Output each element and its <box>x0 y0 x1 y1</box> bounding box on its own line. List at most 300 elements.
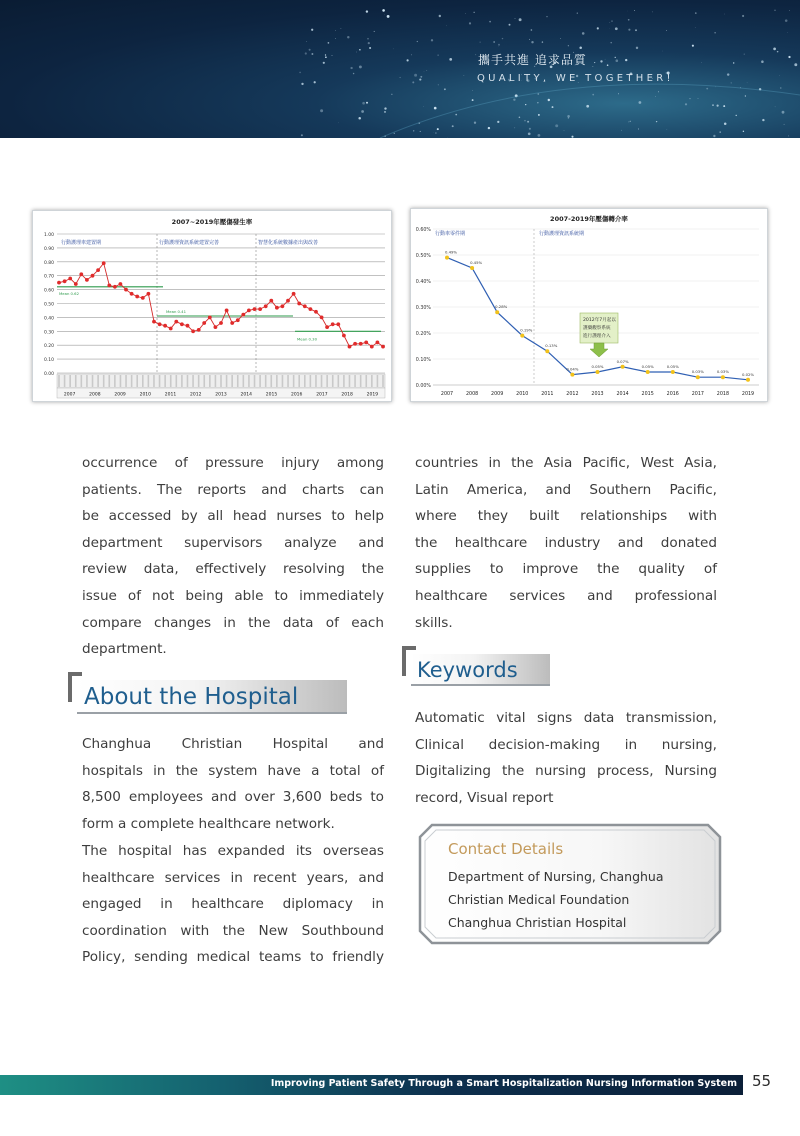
chart2-data-point <box>445 256 449 260</box>
chart1-phase-label: 行動護理車建置期 <box>61 240 102 246</box>
chart1-data-point <box>135 295 139 299</box>
chart1-data-point <box>130 292 134 296</box>
star-dot <box>723 105 725 107</box>
star-dot <box>593 66 594 67</box>
star-dot <box>368 42 370 44</box>
chart1-data-point <box>281 304 285 308</box>
star-dot <box>332 55 333 56</box>
star-dot <box>472 99 474 101</box>
chart1-title: 2007~2019年壓傷發生率 <box>171 218 253 226</box>
star-dot <box>695 12 697 14</box>
chart1-data-point <box>236 318 240 322</box>
chart2-ytick: 0.10% <box>415 358 431 363</box>
star-dot <box>610 42 612 44</box>
chart2-data-label: 0.02% <box>741 371 755 377</box>
chart2-xtick: 2012 <box>566 392 579 397</box>
chart1-data-point <box>113 285 117 289</box>
star-dot <box>359 65 362 68</box>
chart1-data-point <box>314 310 318 314</box>
light-streak <box>380 84 800 138</box>
star-dot <box>420 76 422 78</box>
chart2-annotation-text: 護藥觀察系統 <box>583 326 611 331</box>
star-dot <box>745 95 746 96</box>
chart1-xtick: 2019 <box>366 392 379 398</box>
chart1-xtick: 2016 <box>290 392 303 398</box>
chart2-data-point <box>545 349 549 353</box>
text-line: form a complete healthcare network. <box>82 815 335 832</box>
star-dot <box>320 109 323 112</box>
chart1-xtick: 2007 <box>63 392 76 398</box>
text-line: be accessed by all head nurses to help <box>82 508 384 525</box>
chart2-data-point <box>621 365 625 369</box>
chart1-mean-label: Mean 0.41 <box>166 309 187 315</box>
text-line: 8,500 employees and over 3,600 beds to <box>82 789 384 806</box>
star-dot <box>762 119 764 121</box>
star-dot <box>567 115 570 118</box>
star-dot <box>420 131 421 132</box>
star-dot <box>538 134 541 137</box>
chart1-data-point <box>253 307 257 311</box>
chart1-ytick: 0.60 <box>43 288 54 294</box>
star-dot <box>736 115 737 116</box>
star-dot <box>779 76 780 77</box>
chart1-data-point <box>91 274 95 278</box>
star-dot <box>787 32 788 33</box>
star-dot <box>577 12 578 13</box>
chart2-data-label: 0.28% <box>495 304 508 310</box>
star-dot <box>347 36 349 38</box>
chart2-title: 2007-2019年壓傷轉介率 <box>550 215 628 223</box>
chart1-xtick: 2011 <box>164 392 177 398</box>
chart1-data-point <box>348 345 352 349</box>
star-dot <box>571 136 573 138</box>
chart1-ytick: 0.20 <box>43 344 54 350</box>
chart1-data-point <box>320 316 324 320</box>
chart1-data-point <box>141 296 145 300</box>
star-dot <box>658 91 659 92</box>
text-line: occurrence of pressure injury among <box>82 455 384 471</box>
star-dot <box>586 105 589 108</box>
star-dot <box>615 57 616 58</box>
chart2-xtick: 2016 <box>666 392 679 397</box>
text-line: record, Visual report <box>415 789 554 806</box>
star-dot <box>384 107 386 109</box>
star-dot <box>537 102 538 103</box>
chart1-phase-label: 行動護理資訊系統建置完善 <box>159 240 220 246</box>
star-dot <box>476 55 477 56</box>
header-banner <box>0 0 800 138</box>
chart1-data-point <box>147 292 151 296</box>
chart2-annotation-text: 進行護理介入 <box>583 334 611 339</box>
chart2-ytick: 0.00% <box>415 384 431 389</box>
star-dot <box>366 102 368 104</box>
right-paragraph-1 <box>415 450 717 636</box>
text-line: where they built relationships with <box>415 508 717 525</box>
star-dot <box>538 114 540 116</box>
text-line: review data, effectively resolving the <box>82 561 384 578</box>
chart2-ytick: 0.60% <box>415 228 431 233</box>
text-line: skills. <box>415 614 453 631</box>
text-line: coordination with the New Southbound <box>82 922 384 939</box>
heading-accent-bar <box>68 672 72 702</box>
chart2-xtick: 2015 <box>641 392 654 397</box>
chart1-data-point <box>225 309 229 313</box>
text-line: department. <box>82 641 167 658</box>
star-dot <box>323 62 325 64</box>
star-dot <box>407 59 409 61</box>
star-dot <box>509 24 511 26</box>
keywords-heading-box <box>402 646 552 690</box>
chart2-annotation-text: 2012年7月起以 <box>583 318 616 323</box>
star-dot <box>325 56 327 58</box>
chart1-data-point <box>74 282 78 286</box>
star-dot <box>742 15 744 17</box>
star-dot <box>439 15 441 17</box>
chart1-data-point <box>359 342 363 346</box>
star-dot <box>513 99 515 101</box>
chart2-xtick: 2018 <box>716 392 730 397</box>
star-dot <box>472 90 473 91</box>
star-dot <box>630 121 631 122</box>
star-dot <box>782 111 785 114</box>
star-dot <box>605 59 606 60</box>
chart1-data-point <box>163 324 167 328</box>
star-dot <box>424 72 425 73</box>
star-dot <box>426 70 427 71</box>
chart2-xtick: 2008 <box>465 392 479 397</box>
star-dot <box>384 14 385 15</box>
star-dot <box>638 129 639 130</box>
keywords-text <box>415 705 717 811</box>
star-dot <box>743 131 744 132</box>
star-dot <box>514 127 515 128</box>
star-dot <box>519 18 522 21</box>
chart1-data-point <box>303 304 307 308</box>
star-dot <box>356 52 357 53</box>
chart2-data-point <box>520 334 524 338</box>
text-line: department supervisors analyze and <box>82 534 384 551</box>
chart1-xtick: 2012 <box>190 392 202 398</box>
chart2-data-label: 0.04% <box>566 366 579 372</box>
star-dot <box>615 27 618 30</box>
star-dot <box>502 38 503 39</box>
contact-title: Contact Details <box>448 840 564 858</box>
tagline-english: QUALITY, WE TOGETHER! <box>477 73 674 84</box>
star-dot <box>607 64 609 66</box>
chart1-mean-label: Mean 0.30 <box>297 336 318 342</box>
chart2-ytick: 0.50% <box>415 254 431 259</box>
star-dot <box>525 104 526 105</box>
star-dot <box>788 56 790 58</box>
star-dot <box>628 29 630 31</box>
star-dot <box>639 101 642 104</box>
star-dot <box>524 120 526 122</box>
chart1-data-point <box>79 272 83 276</box>
star-dot <box>555 124 558 127</box>
chart2-data-label: 0.03% <box>691 369 704 375</box>
text-line: The hospital has expanded its overseas <box>82 843 384 859</box>
chart1-xtick: 2009 <box>114 392 126 398</box>
chart1-data-point <box>336 322 340 326</box>
star-dot <box>301 83 303 85</box>
star-dot <box>414 74 417 77</box>
star-dot <box>597 27 599 29</box>
chart1-ytick: 0.30 <box>43 330 54 336</box>
chart2-data-label: 0.07% <box>616 358 629 364</box>
star-dot <box>784 124 785 125</box>
chart2-xtick: 2009 <box>491 392 504 397</box>
chart1-ytick: 1.00 <box>43 233 54 238</box>
chart1-data-point <box>342 334 346 338</box>
chart1-xtick: 2014 <box>240 392 252 398</box>
star-dot <box>455 114 457 116</box>
chart1-ytick: 0.40 <box>43 316 54 322</box>
star-dot <box>382 9 385 12</box>
chart1-data-point <box>325 325 329 329</box>
text-line: healthcare services in recent years, and <box>82 869 384 886</box>
star-dot <box>579 47 582 50</box>
chart2-data-label: 0.45% <box>470 260 483 265</box>
page-number: 55 <box>752 1072 772 1090</box>
star-dot <box>592 94 594 96</box>
chart1-data-point <box>230 321 234 325</box>
star-dot <box>305 52 307 54</box>
star-dot <box>621 130 622 131</box>
chart1-svg <box>33 211 391 401</box>
text-line: countries in the Asia Pacific, West Asia, <box>415 455 717 471</box>
star-dot <box>712 104 714 106</box>
chart2-xtick: 2014 <box>616 392 629 397</box>
star-dot <box>387 15 390 18</box>
text-line: Latin America, and Southern Pacific, <box>415 481 717 498</box>
star-dot <box>744 54 745 55</box>
star-dot <box>529 39 530 40</box>
star-dot <box>374 31 375 32</box>
chart1-xtick: 2008 <box>89 392 101 398</box>
chart1-ytick: 0.90 <box>43 246 54 252</box>
chart2-data-point <box>495 310 499 314</box>
chart1-xtick: 2013 <box>215 392 227 398</box>
chart1-data-point <box>169 327 173 331</box>
tagline-chinese: 攜手共進 追求品質 <box>478 53 587 67</box>
star-dot <box>695 27 696 28</box>
star-dot <box>359 49 361 51</box>
star-dot <box>412 81 414 83</box>
star-dot <box>564 130 565 131</box>
chart1-ytick: 0.50 <box>43 302 54 308</box>
star-dot <box>438 85 439 86</box>
text-line: hospitals in the system have a total of <box>82 762 384 779</box>
star-dot <box>761 60 764 63</box>
star-dot <box>311 29 313 31</box>
star-dot <box>419 79 421 81</box>
starfield-decoration <box>0 0 800 138</box>
star-dot <box>311 53 313 55</box>
chart1-data-point <box>107 284 111 288</box>
chart2-data-label: 0.19% <box>520 327 533 333</box>
heading-accent-bar <box>68 672 82 676</box>
chart2-data-label: 0.05% <box>591 364 604 369</box>
star-dot <box>546 16 547 17</box>
chart1-data-point <box>275 306 279 310</box>
star-dot <box>635 29 637 31</box>
chart1-data-point <box>214 325 218 329</box>
chart1-xtick: 2015 <box>265 392 278 398</box>
star-dot <box>733 62 734 63</box>
star-dot <box>437 128 439 130</box>
pressure-injury-incidence-chart <box>32 210 392 402</box>
star-dot <box>789 10 790 11</box>
star-dot <box>384 111 386 113</box>
chart1-data-point <box>370 345 374 349</box>
chart2-annotation-arrow <box>590 343 608 357</box>
star-dot <box>435 132 437 134</box>
star-dot <box>314 81 316 83</box>
star-dot <box>652 12 653 13</box>
star-dot <box>493 41 494 42</box>
star-dot <box>773 48 776 51</box>
chart2-xtick: 2007 <box>440 392 454 397</box>
star-dot <box>527 121 529 123</box>
star-dot <box>542 41 543 42</box>
chart2-data-point <box>671 370 675 374</box>
star-dot <box>431 39 433 41</box>
star-dot <box>366 10 368 12</box>
star-dot <box>618 93 619 94</box>
chart1-data-point <box>158 322 162 326</box>
star-dot <box>353 73 355 75</box>
chart2-data-point <box>721 375 725 379</box>
about-hospital-heading: About the Hospital <box>77 680 347 714</box>
star-dot <box>747 82 748 83</box>
footer-bar <box>0 1075 743 1095</box>
chart1-data-point <box>292 292 296 296</box>
chart1-data-point <box>57 281 61 285</box>
chart1-data-point <box>381 345 385 349</box>
chart2-ytick: 0.40% <box>415 280 431 285</box>
chart2-svg <box>411 209 767 401</box>
chart2-phase-label: 行動車零件期 <box>435 231 466 237</box>
footer-title: Improving Patient Safety Through a Smart Hospitalization Nursing Information System <box>270 1078 737 1089</box>
chart1-data-point <box>152 320 156 324</box>
chart1-data-point <box>202 321 206 325</box>
chart1-data-point <box>191 329 195 333</box>
star-dot <box>701 62 702 63</box>
chart2-phase-label: 行動護理資訊系統期 <box>539 231 585 237</box>
chart2-data-point <box>696 375 700 379</box>
chart2-data-point <box>646 370 650 374</box>
star-dot <box>714 32 715 33</box>
star-dot <box>444 88 446 90</box>
star-dot <box>515 18 516 19</box>
star-dot <box>411 54 412 55</box>
chart1-data-point <box>124 288 128 292</box>
text-line: issue of not being able to immediately <box>82 587 384 604</box>
star-dot <box>469 22 471 24</box>
text-line: Changhua Christian Hospital and <box>82 736 384 752</box>
text-line: healthcare services and professional <box>415 587 717 604</box>
chart2-data-label: 0.13% <box>545 343 558 349</box>
heading-accent-bar <box>402 646 416 650</box>
chart1-data-point <box>197 328 201 332</box>
chart2-data-point <box>746 378 750 382</box>
star-dot <box>498 44 500 46</box>
text-line: Policy, sending medical teams to friendly <box>82 949 384 966</box>
chart2-ytick: 0.30% <box>415 306 431 311</box>
chart1-data-point <box>63 279 67 283</box>
chart1-xtick: 2017 <box>316 392 328 398</box>
star-dot <box>568 117 569 118</box>
chart2-xtick: 2019 <box>741 392 755 397</box>
star-dot <box>552 106 554 108</box>
chart1-mean-label: Mean 0.62 <box>59 290 80 296</box>
chart2-ytick: 0.20% <box>415 332 431 337</box>
star-dot <box>788 135 789 136</box>
star-dot <box>480 42 481 43</box>
star-dot <box>497 121 499 123</box>
star-dot <box>625 59 627 61</box>
star-dot <box>488 127 490 129</box>
chart1-data-point <box>309 307 313 311</box>
chart2-xtick: 2017 <box>691 392 704 397</box>
text-line: Automatic vital signs data transmission, <box>415 710 717 726</box>
star-dot <box>775 106 776 107</box>
keywords-heading: Keywords <box>411 654 550 686</box>
star-dot <box>777 51 779 53</box>
star-dot <box>690 98 691 99</box>
star-dot <box>666 30 667 31</box>
star-dot <box>350 67 352 69</box>
text-line: engaged in healthcare diplomacy in <box>82 896 384 913</box>
chart1-data-point <box>331 322 335 326</box>
star-dot <box>528 132 531 135</box>
chart1-ytick: 0.10 <box>43 358 54 364</box>
star-dot <box>434 107 437 110</box>
chart2-xtick: 2013 <box>591 392 604 397</box>
chart1-data-point <box>297 302 301 306</box>
star-dot <box>531 29 533 31</box>
star-dot <box>489 21 491 23</box>
chart1-ytick: 0.80 <box>43 260 54 266</box>
star-dot <box>452 125 454 127</box>
chart1-data-point <box>186 324 190 328</box>
star-dot <box>724 123 727 126</box>
text-line: Digitalizing the nursing process, Nursing <box>415 763 717 780</box>
star-dot <box>531 41 533 43</box>
star-dot <box>628 19 630 21</box>
star-dot <box>464 75 465 76</box>
chart1-data-point <box>208 316 212 320</box>
chart1-data-point <box>96 268 100 272</box>
left-paragraph-3 <box>82 838 384 971</box>
chart1-data-point <box>376 341 380 345</box>
star-dot <box>519 117 521 119</box>
chart1-data-point <box>353 342 357 346</box>
text-line: compare changes in the data of each <box>82 614 384 631</box>
star-dot <box>367 38 369 40</box>
chart2-xtick: 2011 <box>541 392 554 397</box>
chart2-xtick: 2010 <box>516 392 529 397</box>
star-dot <box>594 62 595 63</box>
chart2-data-point <box>596 370 600 374</box>
text-line: patients. The reports and charts can <box>82 481 384 498</box>
star-dot <box>474 122 476 124</box>
star-dot <box>335 38 336 39</box>
star-dot <box>611 20 612 21</box>
star-dot <box>423 106 424 107</box>
star-dot <box>335 30 336 31</box>
about-hospital-heading-box <box>68 672 350 718</box>
